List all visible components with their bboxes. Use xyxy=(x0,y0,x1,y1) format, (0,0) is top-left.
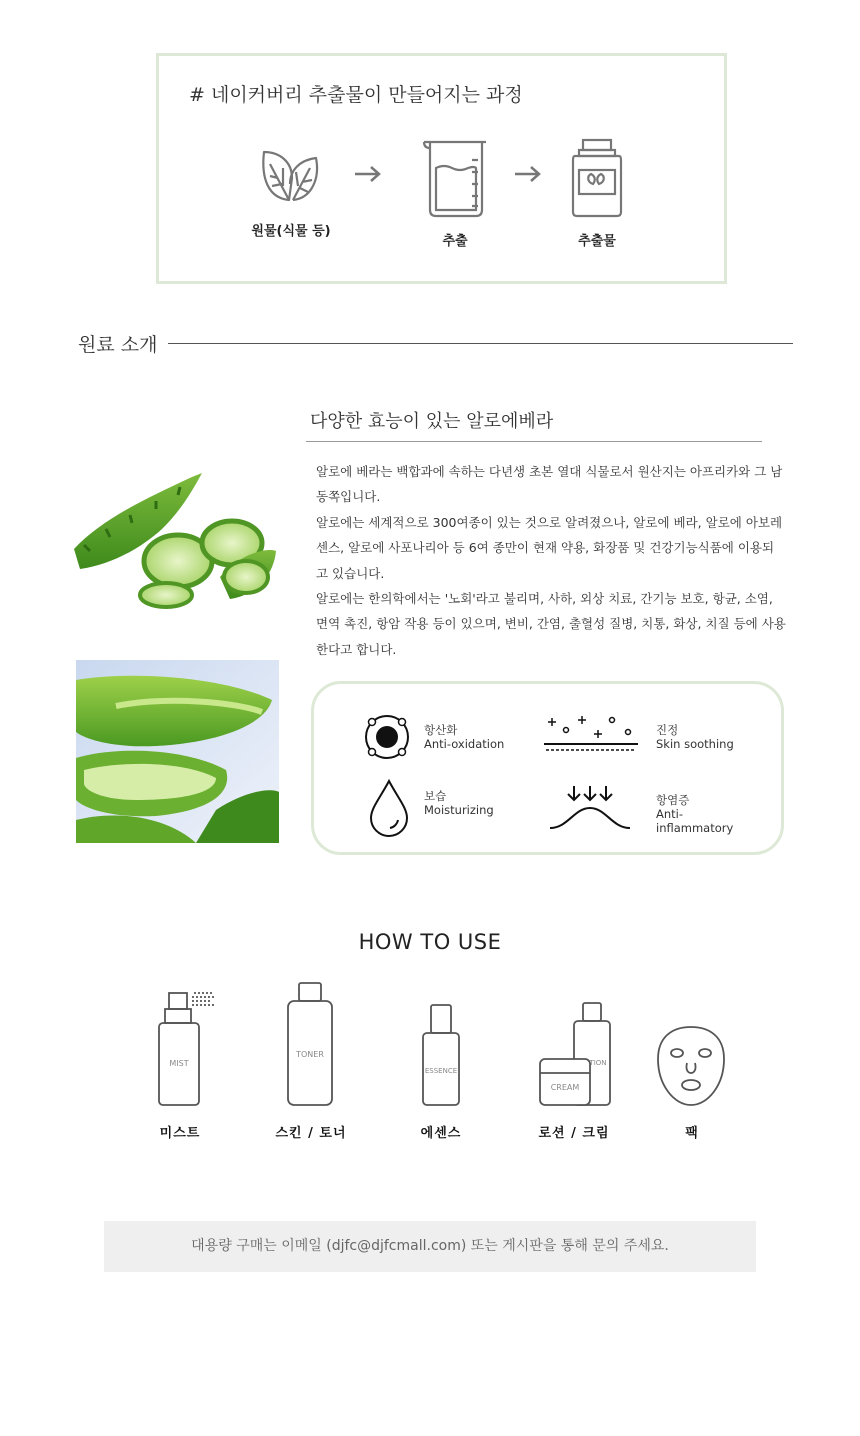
aloe-description xyxy=(316,459,786,662)
arrow-right-icon xyxy=(353,164,383,184)
effect-ko: 진정 xyxy=(656,723,679,737)
aloe-subtitle: 다양한 효능이 있는 알로에베라 xyxy=(310,411,554,432)
water-drop-icon xyxy=(366,778,412,838)
essence-product xyxy=(419,975,463,1119)
bulk-purchase-notice: 대용량 구매는 이메일 (djfc@djfcmall.com) 또는 게시판을 통해 문의 주세요. xyxy=(104,1221,756,1272)
section-title: 원료 소개 xyxy=(78,334,158,356)
description-paragraph: 알로에는 한의학에서는 '노회'라고 불리며, 사하, 외상 치료, 간기능 보호, 항균, 소염, 면역 촉진, 항암 작용 등이 있으며, 변비, 간염, 출혈성 질병, 치통, 화상, 치질 등에 사용한다고 합니다. xyxy=(316,591,786,657)
step-raw-material xyxy=(231,138,351,239)
product-label: 미스트 xyxy=(159,1126,201,1141)
anti-inflammatory-icon xyxy=(546,782,636,834)
effect-soothing xyxy=(542,712,742,772)
antioxidant-icon xyxy=(362,712,412,762)
product-label: 에센스 xyxy=(420,1126,462,1141)
step-extract xyxy=(537,138,657,249)
bottle-text: MIST xyxy=(169,1059,189,1068)
mask-pack-product xyxy=(654,975,728,1119)
process-box xyxy=(156,53,727,284)
leaf-icon xyxy=(256,138,326,208)
description-paragraph: 알로에 베라는 백합과에 속하는 다년생 초본 열대 식물로서 원산지는 아프리카와 그 남동쪽입니다. xyxy=(316,464,783,505)
mist-bottle-icon xyxy=(148,975,220,1115)
effect-en: Skin soothing xyxy=(656,737,734,751)
effect-en: Anti-inflammatory xyxy=(656,807,734,835)
effect-ko: 보습 xyxy=(424,789,447,803)
bottle-icon xyxy=(569,138,625,218)
aloe-slices-image xyxy=(70,465,285,615)
product-label: 팩 xyxy=(685,1126,699,1141)
lotion-cream-icon xyxy=(536,975,616,1115)
mist-product xyxy=(148,975,220,1119)
essence-bottle-icon xyxy=(419,975,463,1115)
effects-panel xyxy=(311,681,784,855)
subtitle-divider xyxy=(306,441,762,442)
effect-en: Moisturizing xyxy=(424,803,494,817)
effect-ko: 항염증 xyxy=(656,793,690,807)
process-title: # 네이커버리 추출물이 만들어지는 과정 xyxy=(189,84,523,106)
bottle-text: TION xyxy=(589,1059,607,1067)
bottle-text: CREAM xyxy=(550,1083,580,1092)
effect-ko: 항산화 xyxy=(424,723,458,737)
bottle-text: TONER xyxy=(296,1050,324,1059)
section-divider xyxy=(168,343,793,344)
effect-en: Anti-oxidation xyxy=(424,737,505,751)
toner-product xyxy=(284,975,336,1119)
bottle-text: ESSENCE xyxy=(424,1067,458,1075)
toner-bottle-icon xyxy=(284,975,336,1115)
lotion-cream-product xyxy=(536,975,616,1119)
step-label: 추출 xyxy=(442,234,468,249)
product-label: 로션 / 크림 xyxy=(538,1126,610,1141)
step-label: 원물(식물 등) xyxy=(251,224,331,239)
soothing-icon xyxy=(542,712,642,762)
effect-anti-inflammatory xyxy=(546,782,746,842)
face-mask-icon xyxy=(654,975,728,1115)
product-label: 스킨 / 토너 xyxy=(275,1126,347,1141)
step-label: 추출물 xyxy=(578,234,616,249)
beaker-icon xyxy=(420,138,490,218)
how-to-use-title: HOW TO USE xyxy=(358,930,502,954)
effect-moisturizing xyxy=(366,778,566,838)
step-extraction xyxy=(395,138,515,249)
effect-antioxidation xyxy=(362,712,562,772)
description-paragraph: 알로에는 세계적으로 300여종이 있는 것으로 알려졌으나, 알로에 베라, 알로에 아보레센스, 알로에 사포나리아 등 6여 종만이 현재 약용, 화장품 및 건강기능식품에 이용되고 있습니다. xyxy=(316,514,783,581)
aloe-cut-image xyxy=(76,660,279,843)
